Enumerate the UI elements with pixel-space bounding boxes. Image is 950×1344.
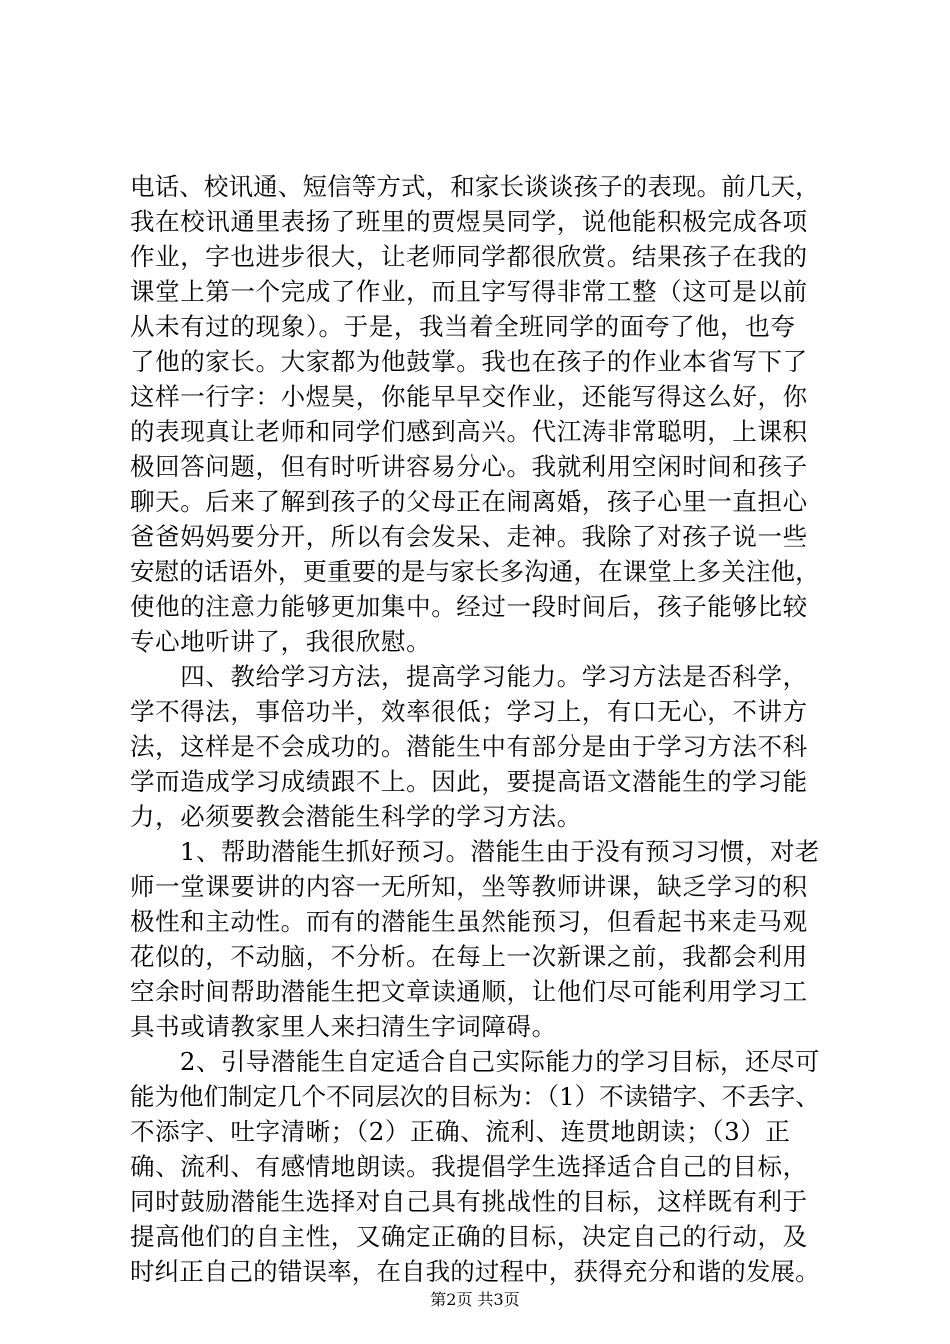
body-text-line: 爸爸妈妈要分开，所以有会发呆、走神。我除了对孩子说一些: [130, 522, 808, 551]
body-text-line: 聊天。后来了解到孩子的父母正在闹离婚，孩子心里一直担心: [130, 487, 808, 516]
body-text-line: 提高他们的自主性，又确定正确的目标，决定自己的行动，及: [130, 1222, 808, 1251]
body-text-line: 极回答问题，但有时听讲容易分心。我就利用空闲时间和孩子: [130, 452, 808, 481]
body-text-line: 同时鼓励潜能生选择对自己具有挑战性的目标，这样既有利于: [130, 1187, 808, 1216]
body-text-line: 学而造成学习成绩跟不上。因此，要提高语文潜能生的学习能: [130, 767, 808, 796]
paragraph-start-line: 1、帮助潜能生抓好预习。潜能生由于没有预习习惯，对老: [130, 837, 820, 866]
body-text-line: 我在校讯通里表扬了班里的贾煜昊同学，说他能积极完成各项: [130, 207, 808, 236]
body-text-line: 这样一行字：小煜昊，你能早早交作业，还能写得这么好，你: [130, 382, 808, 411]
body-text-line: 确、流利、有感情地朗读。我提倡学生选择适合自己的目标，: [130, 1152, 808, 1181]
page-footer: 第2页 共3页: [430, 1290, 520, 1309]
body-text-line: 使他的注意力能够更加集中。经过一段时间后，孩子能够比较: [130, 592, 808, 621]
body-text-line: 从未有过的现象）。于是，我当着全班同学的面夸了他，也夸: [130, 312, 796, 341]
body-text-line: 学不得法，事倍功半，效率很低；学习上，有口无心，不讲方: [130, 697, 808, 726]
body-text-line: 具书或请教家里人来扫清生字词障碍。: [130, 1012, 557, 1041]
body-text-line: 不添字、吐字清晰；（2）正确、流利、连贯地朗读；（3）正: [130, 1117, 791, 1146]
body-text-line: 力，必须要教会潜能生科学的学习方法。: [130, 802, 582, 831]
body-text-line: 电话、校讯通、短信等方式，和家长谈谈孩子的表现。前几天，: [130, 172, 820, 201]
body-text-line: 极性和主动性。而有的潜能生虽然能预习，但看起书来走马观: [130, 907, 808, 936]
body-text-line: 专心地听讲了，我很欣慰。: [130, 627, 432, 656]
body-text-line: 能为他们制定几个不同层次的目标为：（1）不读错字、不丢字、: [130, 1082, 820, 1111]
body-text-line: 课堂上第一个完成了作业，而且字写得非常工整（这可是以前: [130, 277, 808, 306]
paragraph-start-line: 2、引导潜能生自定适合自己实际能力的学习目标，还尽可: [130, 1047, 820, 1076]
body-text-line: 花似的，不动脑，不分析。在每上一次新课之前，我都会利用: [130, 942, 808, 971]
body-text-line: 时纠正自己的错误率，在自我的过程中，获得充分和谐的发展。: [130, 1257, 820, 1286]
body-text-line: 了他的家长。大家都为他鼓掌。我也在孩子的作业本省写下了: [130, 347, 808, 376]
body-text-line: 法，这样是不会成功的。潜能生中有部分是由于学习方法不科: [130, 732, 808, 761]
body-text-line: 作业，字也进步很大，让老师同学都很欣赏。结果孩子在我的: [130, 242, 808, 271]
body-text-line: 安慰的话语外，更重要的是与家长多沟通，在课堂上多关注他，: [130, 557, 820, 586]
section-heading-line: 四、教给学习方法，提高学习能力。学习方法是否科学，: [130, 662, 808, 691]
body-text-line: 的表现真让老师和同学们感到高兴。代江涛非常聪明，上课积: [130, 417, 808, 446]
body-text-line: 师一堂课要讲的内容一无所知，坐等教师讲课，缺乏学习的积: [130, 872, 808, 901]
body-text-line: 空余时间帮助潜能生把文章读通顺，让他们尽可能利用学习工: [130, 977, 808, 1006]
